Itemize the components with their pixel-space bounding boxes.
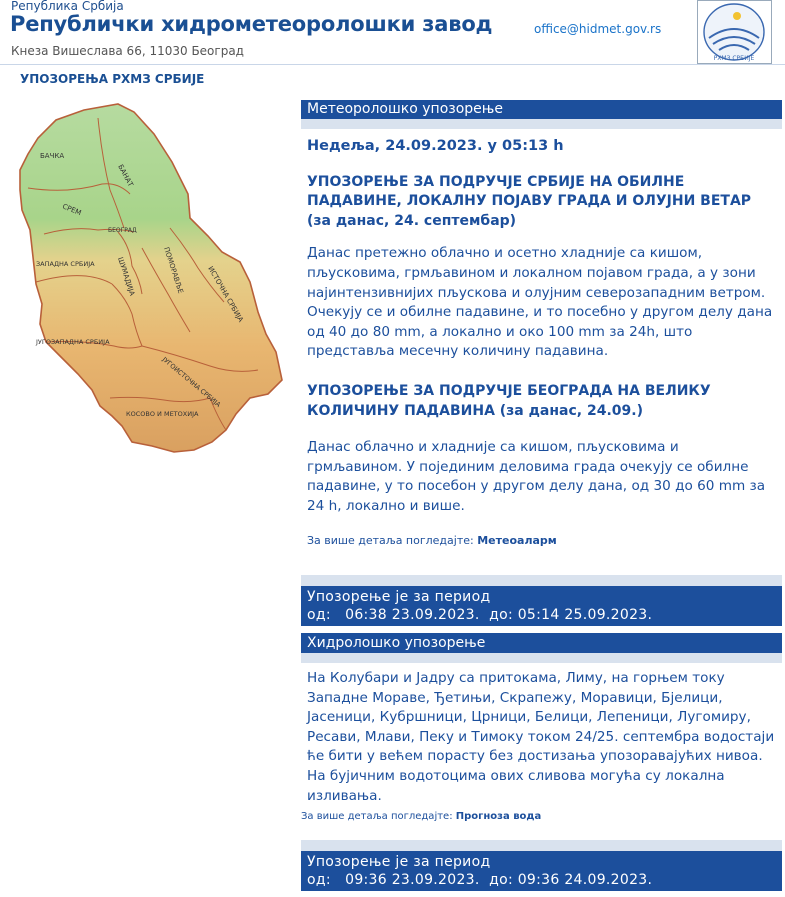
meteo-bar-separator bbox=[301, 119, 782, 129]
meteo-heading-serbia: УПОЗОРЕЊЕ ЗА ПОДРУЧЈЕ СРБИЈЕ НА ОБИЛНЕ ПАДАВИНЕ, ЛОКАЛНУ ПОЈАВУ ГРАДА И ОЛУЈНИ ВЕТАР (за данас, 24. септембар) bbox=[307, 173, 752, 229]
meteo-bar-title: Метеоролошко упозорење bbox=[301, 100, 782, 119]
water-forecast-link[interactable]: Прогноза вода bbox=[455, 811, 542, 823]
hydro-period-separator bbox=[301, 840, 782, 851]
region-label-kosovo: КОСОВО И МЕТОХИЈА bbox=[126, 410, 199, 418]
region-label-srem: СРЕМ bbox=[61, 202, 83, 218]
header-divider bbox=[0, 64, 785, 65]
meteo-text-belgrade: Данас облачно и хладније са кишом, пљусковима и грмљавином. У појединим деловима града очекују се обилне падавине, у то посебон у другом делу дана, од 30 до 60 mm за 24 h, локално и више. bbox=[307, 439, 766, 514]
institute-address: Кнеза Вишеслава 66, 11030 Београд bbox=[11, 44, 244, 58]
hydro-details-prefix: За више детаља погледајте: bbox=[301, 811, 453, 823]
meteo-period-separator bbox=[301, 575, 782, 586]
region-label-backa: БАЧКА bbox=[40, 152, 65, 160]
region-label-sumadija: ШУМАДИЈА bbox=[116, 256, 137, 297]
rhmz-logo[interactable] bbox=[697, 0, 772, 64]
hydro-period-line: од: 09:36 23.09.2023. до: 09:36 24.09.2023. bbox=[307, 872, 653, 888]
hydro-text: На Колубари и Јадру са притокама, Лиму, на горњем току Западне Мораве, Ђетињи, Скрапежу, Моравици, Бјелици, Јасеници, Кубршници, Црници, Белици, Лепеници, Лугомиру, Ресави, Млави, Пеку и Тимоку током 24/25. септембра водостаји ће бити у већем порасту без достизања упозоравајућих нивоа. На бујичним водотоцима ових сливова могућа су локална изливања. bbox=[307, 670, 775, 804]
hydro-bar-title: Хидролошко упозорење bbox=[301, 633, 782, 653]
page-header bbox=[0, 0, 785, 64]
hydro-period-box bbox=[301, 851, 782, 891]
meteoalarm-link[interactable]: Метеоаларм bbox=[477, 533, 557, 547]
meteo-period-title: Упозорење је за период bbox=[307, 589, 491, 605]
meteo-period-box bbox=[301, 586, 782, 626]
meteo-heading-belgrade: УПОЗОРЕЊЕ ЗА ПОДРУЧЈЕ БЕОГРАДА НА ВЕЛИКУ КОЛИЧИНУ ПАДАВИНА (за данас, 24.09.) bbox=[307, 382, 711, 419]
email-link[interactable]: office@hidmet.gov.rs bbox=[534, 22, 662, 36]
country-name: Република Србија bbox=[11, 0, 124, 13]
meteo-details-prefix: За више детаља погледајте: bbox=[307, 533, 474, 547]
meteo-text-serbia: Данас претежно облачно и осетно хладније са кишом, пљусковима, грмљавином и локалном појавом града, а у зони најинтензивнијих пљускова и олујним северозападним ветром. Очекују се и обилне падавине, и то посебно у другом делу дана од 40 до 80 mm, а локално и око 100 mm за 24h, што представља месечну количину падавина. bbox=[307, 245, 773, 360]
region-label-pomoravlje: ПОМОРАВЉЕ bbox=[162, 246, 185, 295]
logo-text: РХМЗ СРБИЈЕ bbox=[713, 55, 755, 62]
meteo-period-line: од: 06:38 23.09.2023. до: 05:14 25.09.2023. bbox=[307, 607, 653, 623]
meteo-date: Недеља, 24.09.2023. у 05:13 h bbox=[307, 138, 564, 154]
hydro-period-title: Упозорење је за период bbox=[307, 854, 491, 870]
hydro-section bbox=[301, 633, 782, 822]
region-label-jugozapadna: ЈУГОЗАПАДНА СРБИЈА bbox=[36, 338, 110, 346]
region-label-zapadna: ЗАПАДНА СРБИЈА bbox=[36, 260, 95, 268]
region-label-beograd: БЕОГРАД bbox=[108, 227, 137, 234]
meteo-section bbox=[301, 100, 782, 547]
region-label-jugoistocna: ЈУГОИСТОЧНА СРБИЈА bbox=[160, 355, 223, 409]
warnings-title[interactable]: УПОЗОРЕЊА РХМЗ СРБИЈЕ bbox=[20, 72, 205, 86]
serbia-warning-map[interactable] bbox=[14, 98, 290, 470]
region-label-istocna: ИСТОЧНА СРБИЈА bbox=[206, 265, 245, 324]
institute-title[interactable]: Републички хидрометеоролошки завод bbox=[10, 12, 493, 36]
region-label-banat: БАНАТ bbox=[116, 163, 135, 189]
hydro-bar-separator bbox=[301, 653, 782, 663]
hydro-details bbox=[301, 811, 782, 822]
meteo-details bbox=[307, 534, 776, 547]
